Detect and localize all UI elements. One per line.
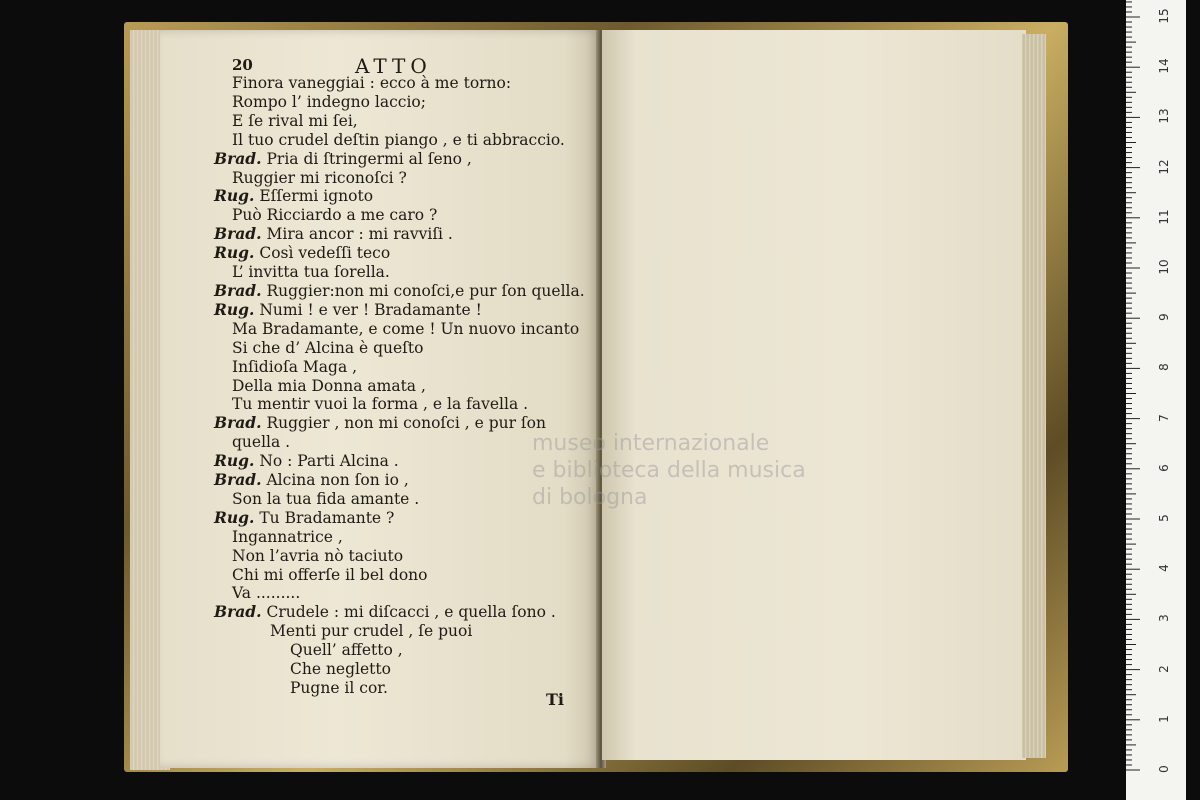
text-line <box>214 225 594 244</box>
speaker-name: Brad. <box>214 224 262 244</box>
text-line <box>214 93 594 112</box>
speaker-name: Rug. <box>214 451 255 471</box>
text-line <box>214 641 594 660</box>
text-line <box>214 263 594 282</box>
text-line <box>214 395 594 414</box>
speaker-name: Rug. <box>214 299 255 319</box>
speaker-name: Brad. <box>214 148 262 168</box>
line-text: Pria di ſtringermi al ſeno , <box>266 149 472 168</box>
ruler-number: 0 <box>1157 765 1171 773</box>
right-page-edges <box>1022 34 1046 758</box>
text-line <box>214 566 594 585</box>
ruler-number: 11 <box>1157 209 1171 225</box>
ruler-number: 7 <box>1157 413 1171 422</box>
ruler-number: 15 <box>1157 8 1171 24</box>
line-text: Che negletto <box>290 660 391 679</box>
right-page <box>602 30 1026 760</box>
text-line <box>214 622 594 641</box>
line-text: Si che d’ Alcina è queſto <box>232 338 424 357</box>
line-text: Va ......... <box>232 584 301 603</box>
text-line <box>214 528 594 547</box>
text-line <box>214 187 594 206</box>
line-text: Menti pur crudel , ſe puoi <box>270 622 473 641</box>
measuring-ruler <box>1126 0 1186 800</box>
line-text: Il tuo crudel deſtin piango , e ti abbraccio. <box>232 130 565 149</box>
ruler-number: 5 <box>1157 514 1171 522</box>
line-text: L’ invitta tua ſorella. <box>232 263 390 282</box>
line-text: E ſe rival mi ſei, <box>232 111 358 130</box>
ruler-number: 8 <box>1157 363 1171 372</box>
ruler-number: 13 <box>1157 108 1171 125</box>
line-text: Ingannatrice , <box>232 527 343 546</box>
line-text: Crudele : mi diſcacci , e quella ſono . <box>266 603 556 622</box>
text-line <box>214 131 594 150</box>
line-text: Ruggier , non mi conoſci , e pur ſon <box>266 414 546 433</box>
speaker-name: Rug. <box>214 507 255 527</box>
line-text: Finora vaneggiai : ecco à me torno: <box>232 74 512 92</box>
line-text: Chi mi offerſe il bel dono <box>232 565 428 584</box>
line-text: Son la tua fida amante . <box>232 489 420 508</box>
line-text: Quell’ affetto , <box>290 641 403 660</box>
ruler-number: 9 <box>1157 313 1171 322</box>
ruler-number: 2 <box>1157 664 1171 673</box>
line-text: Della mia Donna amata , <box>232 376 426 395</box>
ruler-number: 4 <box>1157 564 1171 573</box>
libretto-text <box>214 74 594 698</box>
ruler-ticks <box>1126 0 1186 800</box>
line-text: Pugne il cor. <box>290 679 388 697</box>
ruler-number: 12 <box>1157 158 1171 175</box>
ruler-number: 10 <box>1157 259 1171 275</box>
text-line <box>214 339 594 358</box>
text-line <box>214 282 594 301</box>
text-line <box>214 660 594 679</box>
line-text: Mira ancor : mi ravviſi . <box>266 225 453 244</box>
speaker-name: Brad. <box>214 470 262 490</box>
ruler-number: 6 <box>1157 463 1171 472</box>
speaker-name: Rug. <box>214 243 255 263</box>
ruler-number: 1 <box>1157 714 1171 723</box>
line-text: Tu mentir vuoi la forma , e la favella . <box>232 395 529 414</box>
text-line <box>214 150 594 169</box>
text-line <box>214 377 594 396</box>
text-line <box>214 603 594 622</box>
text-line <box>214 584 594 603</box>
line-text: Ruggier mi riconoſci ? <box>232 168 407 187</box>
text-line <box>214 358 594 377</box>
line-text: Così vedeſſi teco <box>259 244 391 263</box>
text-line <box>214 206 594 225</box>
watermark-line: e biblioteca della musica <box>532 458 806 483</box>
text-line <box>214 169 594 188</box>
page-number: 20 <box>232 56 253 74</box>
line-text: Rompo l’ indegno laccio; <box>232 92 426 111</box>
text-line <box>214 509 594 528</box>
text-line <box>214 301 594 320</box>
text-line <box>214 679 594 698</box>
line-text: Alcina non ſon io , <box>266 471 409 490</box>
catchword: Ti <box>546 690 564 709</box>
line-text: Può Ricciardo a me caro ? <box>232 206 438 225</box>
speaker-name: Rug. <box>214 186 255 206</box>
line-text: No : Parti Alcina . <box>259 452 399 471</box>
line-text: quella . <box>232 433 291 452</box>
ruler-number: 3 <box>1157 614 1171 623</box>
text-line <box>214 112 594 131</box>
ruler-number: 14 <box>1157 58 1171 74</box>
line-text: Non l’avria nò taciuto <box>232 546 404 565</box>
speaker-name: Brad. <box>214 280 262 300</box>
speaker-name: Brad. <box>214 602 262 622</box>
speaker-name: Brad. <box>214 413 262 433</box>
line-text: Eſſermi ignoto <box>259 187 374 206</box>
watermark-line: di bologna <box>532 485 648 510</box>
watermark <box>532 430 806 511</box>
watermark-line: museo internazionale <box>532 431 770 456</box>
line-text: Tu Bradamante ? <box>259 508 395 527</box>
running-head: ATTO <box>355 54 432 78</box>
line-text: Ma Bradamante, e come ! Un nuovo incanto <box>232 319 580 338</box>
line-text: Ruggier:non mi conoſci,e pur ſon quella. <box>266 281 585 300</box>
text-line <box>214 74 594 93</box>
text-line <box>214 547 594 566</box>
line-text: Inſidioſa Maga , <box>232 357 358 376</box>
line-text: Numi ! e ver ! Bradamante ! <box>259 300 482 319</box>
text-line <box>214 244 594 263</box>
text-line <box>214 320 594 339</box>
